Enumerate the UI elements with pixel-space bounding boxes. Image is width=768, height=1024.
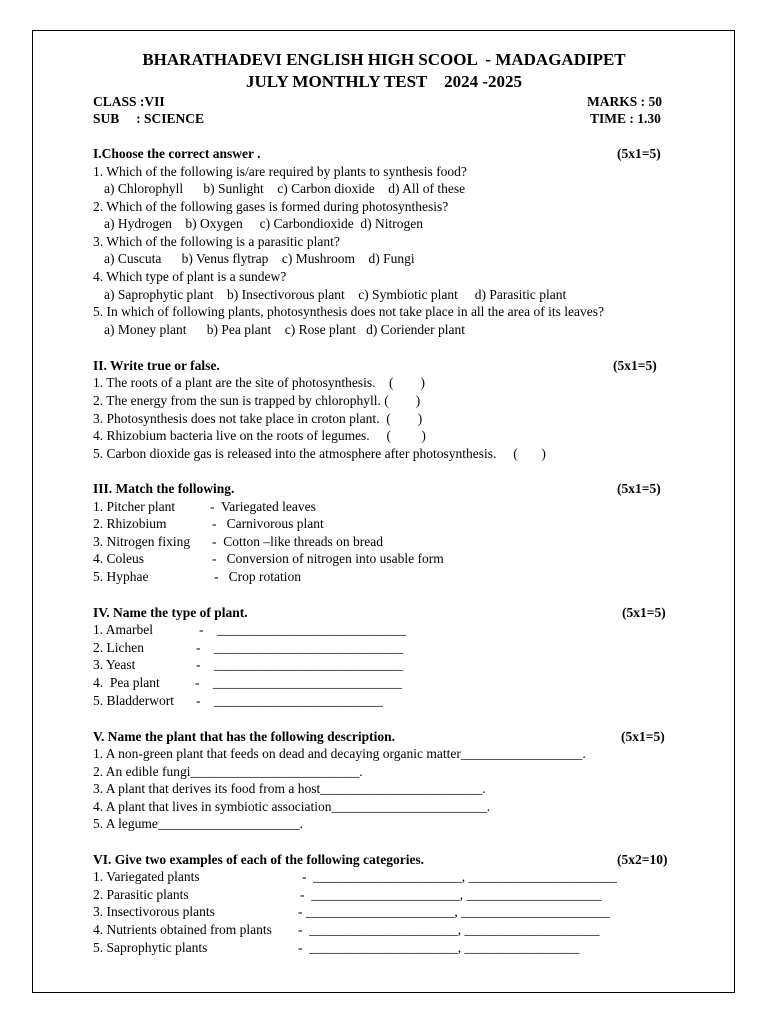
plant-name-item: 4. Pea plant xyxy=(93,675,160,690)
match-right-item: - Crop rotation xyxy=(214,569,301,584)
time-label: TIME : 1.30 xyxy=(590,111,661,126)
options-line: a) Hydrogen b) Oxygen c) Carbondioxide d) Nitrogen xyxy=(104,216,424,231)
question-line: 5. In which of following plants, photosynthesis does not take place in all the area of its leaves? xyxy=(93,304,604,319)
description-line: 4. A plant that lives in symbiotic association_______________________. xyxy=(93,799,491,814)
match-right-item: - Cotton –like threads on bread xyxy=(212,534,383,549)
examples-blank: - ______________________, _________________ xyxy=(298,940,580,955)
marks-label: MARKS : 50 xyxy=(587,94,662,109)
true-false-line: 4. Rhizobium bacteria live on the roots of legumes. ( ) xyxy=(93,428,426,443)
match-left-item: 2. Rhizobium xyxy=(93,516,167,531)
test-title: JULY MONTHLY TEST 2024 -2025 xyxy=(245,72,522,91)
plant-name-item: 1. Amarbel xyxy=(93,622,153,637)
category-item: 2. Parasitic plants xyxy=(93,887,189,902)
section-2-marks: (5x1=5) xyxy=(613,358,657,373)
section-1-title: I.Choose the correct answer . xyxy=(93,146,261,161)
subject-label: SUB : SCIENCE xyxy=(93,111,205,126)
plant-name-item: 2. Lichen xyxy=(93,640,144,655)
category-item: 1. Variegated plants xyxy=(93,869,200,884)
section-6-title: VI. Give two examples of each of the following categories. xyxy=(93,852,425,867)
match-left-item: 3. Nitrogen fixing xyxy=(93,534,191,549)
true-false-line: 5. Carbon dioxide gas is released into the atmosphere after photosynthesis. ( ) xyxy=(93,446,546,461)
question-line: 3. Which of the following is a parasitic plant? xyxy=(93,234,340,249)
description-line: 2. An edible fungi_________________________. xyxy=(93,764,363,779)
question-line: 2. Which of the following gases is formed during photosynthesis? xyxy=(93,199,449,214)
examples-blank: - ______________________, ____________________ xyxy=(298,922,600,937)
examples-blank: - ______________________, ______________________ xyxy=(302,869,617,884)
match-left-item: 4. Coleus xyxy=(93,551,145,566)
section-3-title: III. Match the following. xyxy=(93,481,235,496)
answer-blank: - ____________________________ xyxy=(195,675,402,690)
school-name: BHARATHADEVI ENGLISH HIGH SCOOL - MADAGADIPET xyxy=(142,50,626,69)
description-line: 5. A legume_____________________. xyxy=(93,816,303,831)
plant-name-item: 5. Bladderwort xyxy=(93,693,174,708)
category-item: 3. Insectivorous plants xyxy=(93,904,215,919)
description-line: 1. A non-green plant that feeds on dead and decaying organic matter__________________. xyxy=(93,746,586,761)
examples-blank: - ______________________, ____________________ xyxy=(300,887,602,902)
section-5-marks: (5x1=5) xyxy=(621,729,665,744)
match-right-item: - Variegated leaves xyxy=(210,499,316,514)
match-right-item: - Conversion of nitrogen into usable form xyxy=(212,551,444,566)
true-false-line: 1. The roots of a plant are the site of photosynthesis. ( ) xyxy=(93,375,425,390)
options-line: a) Money plant b) Pea plant c) Rose plant d) Coriender plant xyxy=(104,322,466,337)
answer-blank: - ____________________________ xyxy=(196,657,403,672)
answer-blank: - _________________________ xyxy=(196,693,383,708)
true-false-line: 3. Photosynthesis does not take place in croton plant. ( ) xyxy=(93,411,423,426)
match-left-item: 1. Pitcher plant xyxy=(93,499,176,514)
class-label: CLASS :VII xyxy=(93,94,165,109)
true-false-line: 2. The energy from the sun is trapped by chlorophyll. ( ) xyxy=(93,393,421,408)
section-1-marks: (5x1=5) xyxy=(617,146,661,161)
category-item: 5. Saprophytic plants xyxy=(93,940,208,955)
question-line: 1. Which of the following is/are required by plants to synthesis food? xyxy=(93,164,467,179)
question-line: 4. Which type of plant is a sundew? xyxy=(93,269,287,284)
match-right-item: - Carnivorous plant xyxy=(212,516,324,531)
section-2-title: II. Write true or false. xyxy=(93,358,220,373)
section-6-marks: (5x2=10) xyxy=(617,852,668,867)
answer-blank: - ____________________________ xyxy=(196,640,403,655)
description-line: 3. A plant that derives its food from a host________________________. xyxy=(93,781,486,796)
options-line: a) Saprophytic plant b) Insectivorous plant c) Symbiotic plant d) Parasitic plant xyxy=(104,287,567,302)
options-line: a) Cuscuta b) Venus flytrap c) Mushroom d) Fungi xyxy=(104,251,415,266)
section-5-title: V. Name the plant that has the following description. xyxy=(93,729,396,744)
section-4-title: IV. Name the type of plant. xyxy=(93,605,248,620)
answer-blank: - ____________________________ xyxy=(199,622,406,637)
section-3-marks: (5x1=5) xyxy=(617,481,661,496)
match-left-item: 5. Hyphae xyxy=(93,569,149,584)
options-line: a) Chlorophyll b) Sunlight c) Carbon dioxide d) All of these xyxy=(104,181,466,196)
plant-name-item: 3. Yeast xyxy=(93,657,136,672)
category-item: 4. Nutrients obtained from plants xyxy=(93,922,272,937)
examples-blank: - ______________________, ______________________ xyxy=(298,904,610,919)
section-4-marks: (5x1=5) xyxy=(622,605,666,620)
